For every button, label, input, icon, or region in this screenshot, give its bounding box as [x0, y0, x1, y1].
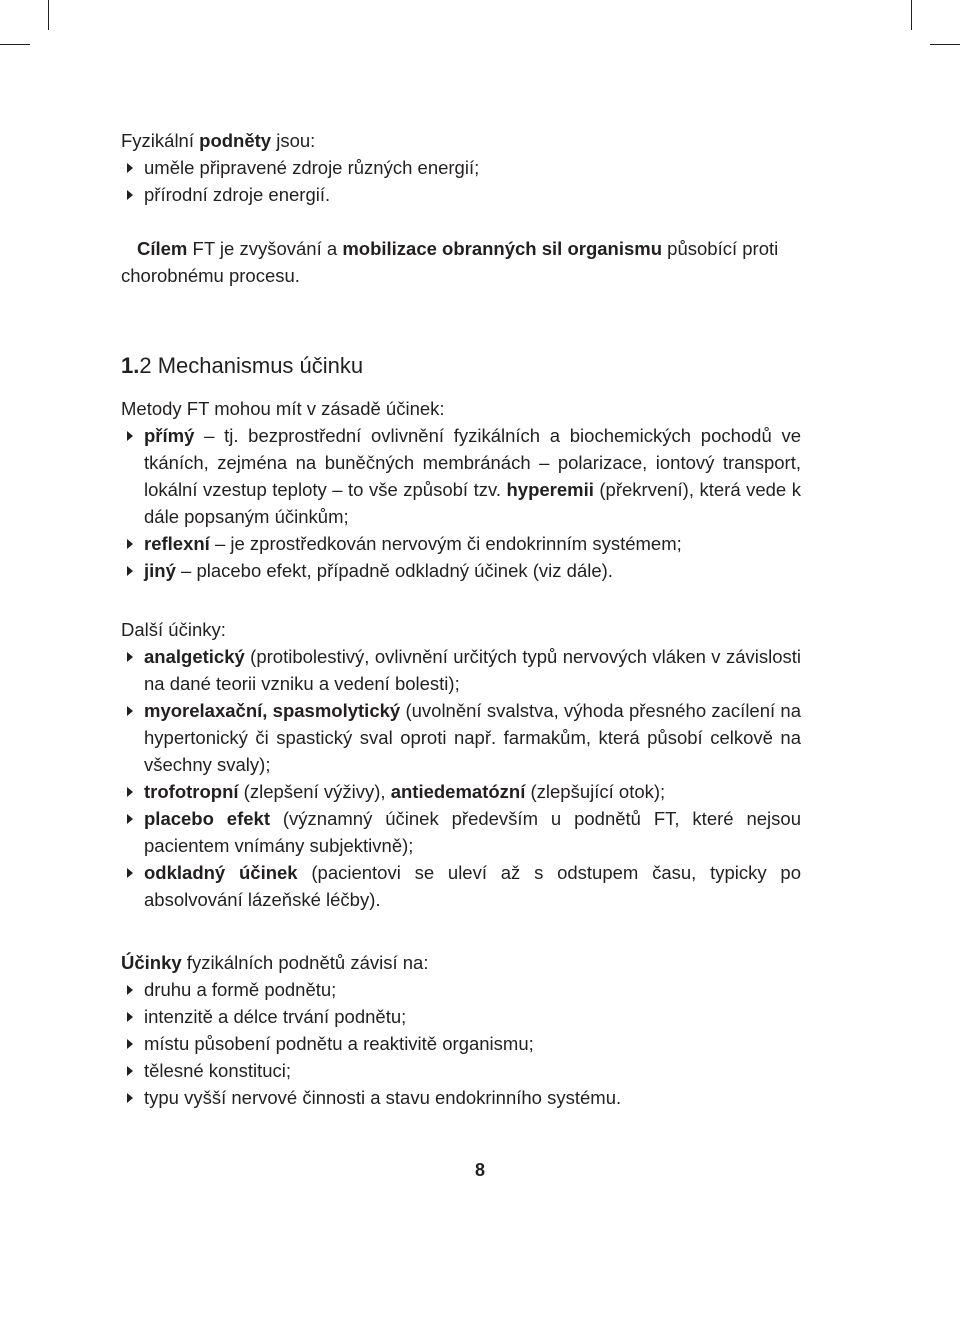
list-item-bold: antiedematózní	[390, 781, 526, 802]
list-item	[121, 422, 801, 530]
list-item	[121, 697, 801, 778]
goal-bold: mobilizace obranných sil organismu	[342, 238, 663, 259]
bullet-triangle-icon	[127, 163, 133, 173]
bullet-triangle-icon	[127, 1066, 133, 1076]
list-item	[121, 1084, 801, 1111]
list-item-text: (pacientovi se uleví až s odstupem času, typicky po absolvování lázeňské léčby).	[144, 862, 801, 910]
bullet-triangle-icon	[127, 431, 133, 441]
stimuli-list	[121, 154, 801, 208]
section-heading	[121, 351, 801, 381]
list-item	[121, 805, 801, 859]
crop-mark	[930, 44, 960, 45]
list-item	[121, 154, 801, 181]
effects-intro: Další účinky:	[121, 619, 226, 640]
list-item-bold: reflexní	[144, 533, 210, 554]
stimuli-intro-text: jsou:	[271, 130, 316, 151]
bullet-triangle-icon	[127, 787, 133, 797]
methods-list	[121, 422, 801, 584]
list-item-bold: analgetický	[144, 646, 245, 667]
list-item	[121, 859, 801, 913]
list-item-text: (významný účinek především u podnětů FT, které nejsou pacientem vnímány subjektivně);	[144, 808, 801, 856]
list-item	[121, 530, 801, 557]
bullet-triangle-icon	[127, 1039, 133, 1049]
page-content	[121, 127, 801, 1111]
list-item-bold: odkladný účinek	[144, 862, 298, 883]
list-item-text: – je zprostředkován nervovým či endokrinním systémem;	[209, 533, 682, 554]
list-item	[121, 1057, 801, 1084]
depends-intro	[121, 949, 801, 976]
section-title: 2 Mechanismus účinku	[139, 353, 364, 378]
depends-list	[121, 976, 801, 1111]
list-item-text: druhu a formě podnětu;	[144, 979, 337, 1000]
list-item-text: intenzitě a délce trvání podnětu;	[144, 1006, 407, 1027]
crop-mark	[911, 0, 912, 30]
list-item-text: (uvolnění svalstva, výhoda přesného zacílení na hypertonický či spastický sval oproti např. farmakům, která působí celkově na všechny svaly);	[144, 700, 801, 775]
list-item-text: – placebo efekt, případně odkladný účinek (viz dále).	[175, 560, 613, 581]
list-item-text: přírodní zdroje energií.	[144, 184, 331, 205]
effects-list	[121, 643, 801, 913]
list-item-text: uměle připravené zdroje různých energií;	[144, 157, 480, 178]
depends-intro-bold: Účinky	[121, 952, 182, 973]
bullet-triangle-icon	[127, 706, 133, 716]
methods-intro: Metody FT mohou mít v zásadě účinek:	[121, 398, 445, 419]
bullet-triangle-icon	[127, 190, 133, 200]
list-item	[121, 643, 801, 697]
bullet-triangle-icon	[127, 652, 133, 662]
bullet-triangle-icon	[127, 539, 133, 549]
list-item	[121, 1030, 801, 1057]
goal-text: působící proti chorobnému procesu.	[121, 238, 779, 286]
goal-bold: Cílem	[137, 238, 188, 259]
list-item-text: (zlepšující otok);	[525, 781, 666, 802]
depends-intro-text: fyzikálních podnětů závisí na:	[181, 952, 429, 973]
stimuli-intro-bold: podněty	[199, 130, 272, 151]
crop-mark	[0, 44, 30, 45]
list-item	[121, 778, 801, 805]
stimuli-intro-text: Fyzikální	[121, 130, 200, 151]
list-item-bold: jiný	[144, 560, 176, 581]
crop-mark	[48, 0, 49, 30]
bullet-triangle-icon	[127, 814, 133, 824]
bullet-triangle-icon	[127, 1093, 133, 1103]
list-item-text: (protibolestivý, ovlivnění určitých typů nervových vláken v závislosti na dané teorii vzniku a vedení bolesti);	[144, 646, 801, 694]
goal-paragraph	[121, 235, 801, 289]
list-item	[121, 557, 801, 584]
list-item-text: (zlepšení výživy),	[238, 781, 391, 802]
list-item-text: – tj. bezprostřední ovlivnění fyzikálních a biochemických pochodů ve tkáních, zejména na buněčných membránách – polarizace, iontový transport, lokální vzestup teploty – to vše způsobí tzv.	[144, 425, 801, 500]
stimuli-intro	[121, 127, 801, 154]
list-item-bold: placebo efekt	[144, 808, 270, 829]
bullet-triangle-icon	[127, 985, 133, 995]
list-item	[121, 181, 801, 208]
list-item-bold: myorelaxační, spasmolytický	[144, 700, 401, 721]
list-item-text: tělesné konstituci;	[144, 1060, 292, 1081]
list-item-text: místu působení podnětu a reaktivitě organismu;	[144, 1033, 534, 1054]
list-item	[121, 976, 801, 1003]
bullet-triangle-icon	[127, 868, 133, 878]
bullet-triangle-icon	[127, 566, 133, 576]
list-item-bold: hyperemii	[506, 479, 594, 500]
bullet-triangle-icon	[127, 1012, 133, 1022]
list-item-bold: přímý	[144, 425, 195, 446]
list-item-text: (překrvení), která vede k dále popsaným účinkům;	[144, 479, 801, 527]
list-item	[121, 1003, 801, 1030]
section-number: 1.	[121, 353, 140, 378]
list-item-bold: trofotropní	[144, 781, 239, 802]
page-number: 8	[474, 1160, 485, 1180]
list-item-text: typu vyšší nervové činnosti a stavu endokrinního systému.	[144, 1087, 622, 1108]
goal-text: FT je zvyšování a	[187, 238, 343, 259]
